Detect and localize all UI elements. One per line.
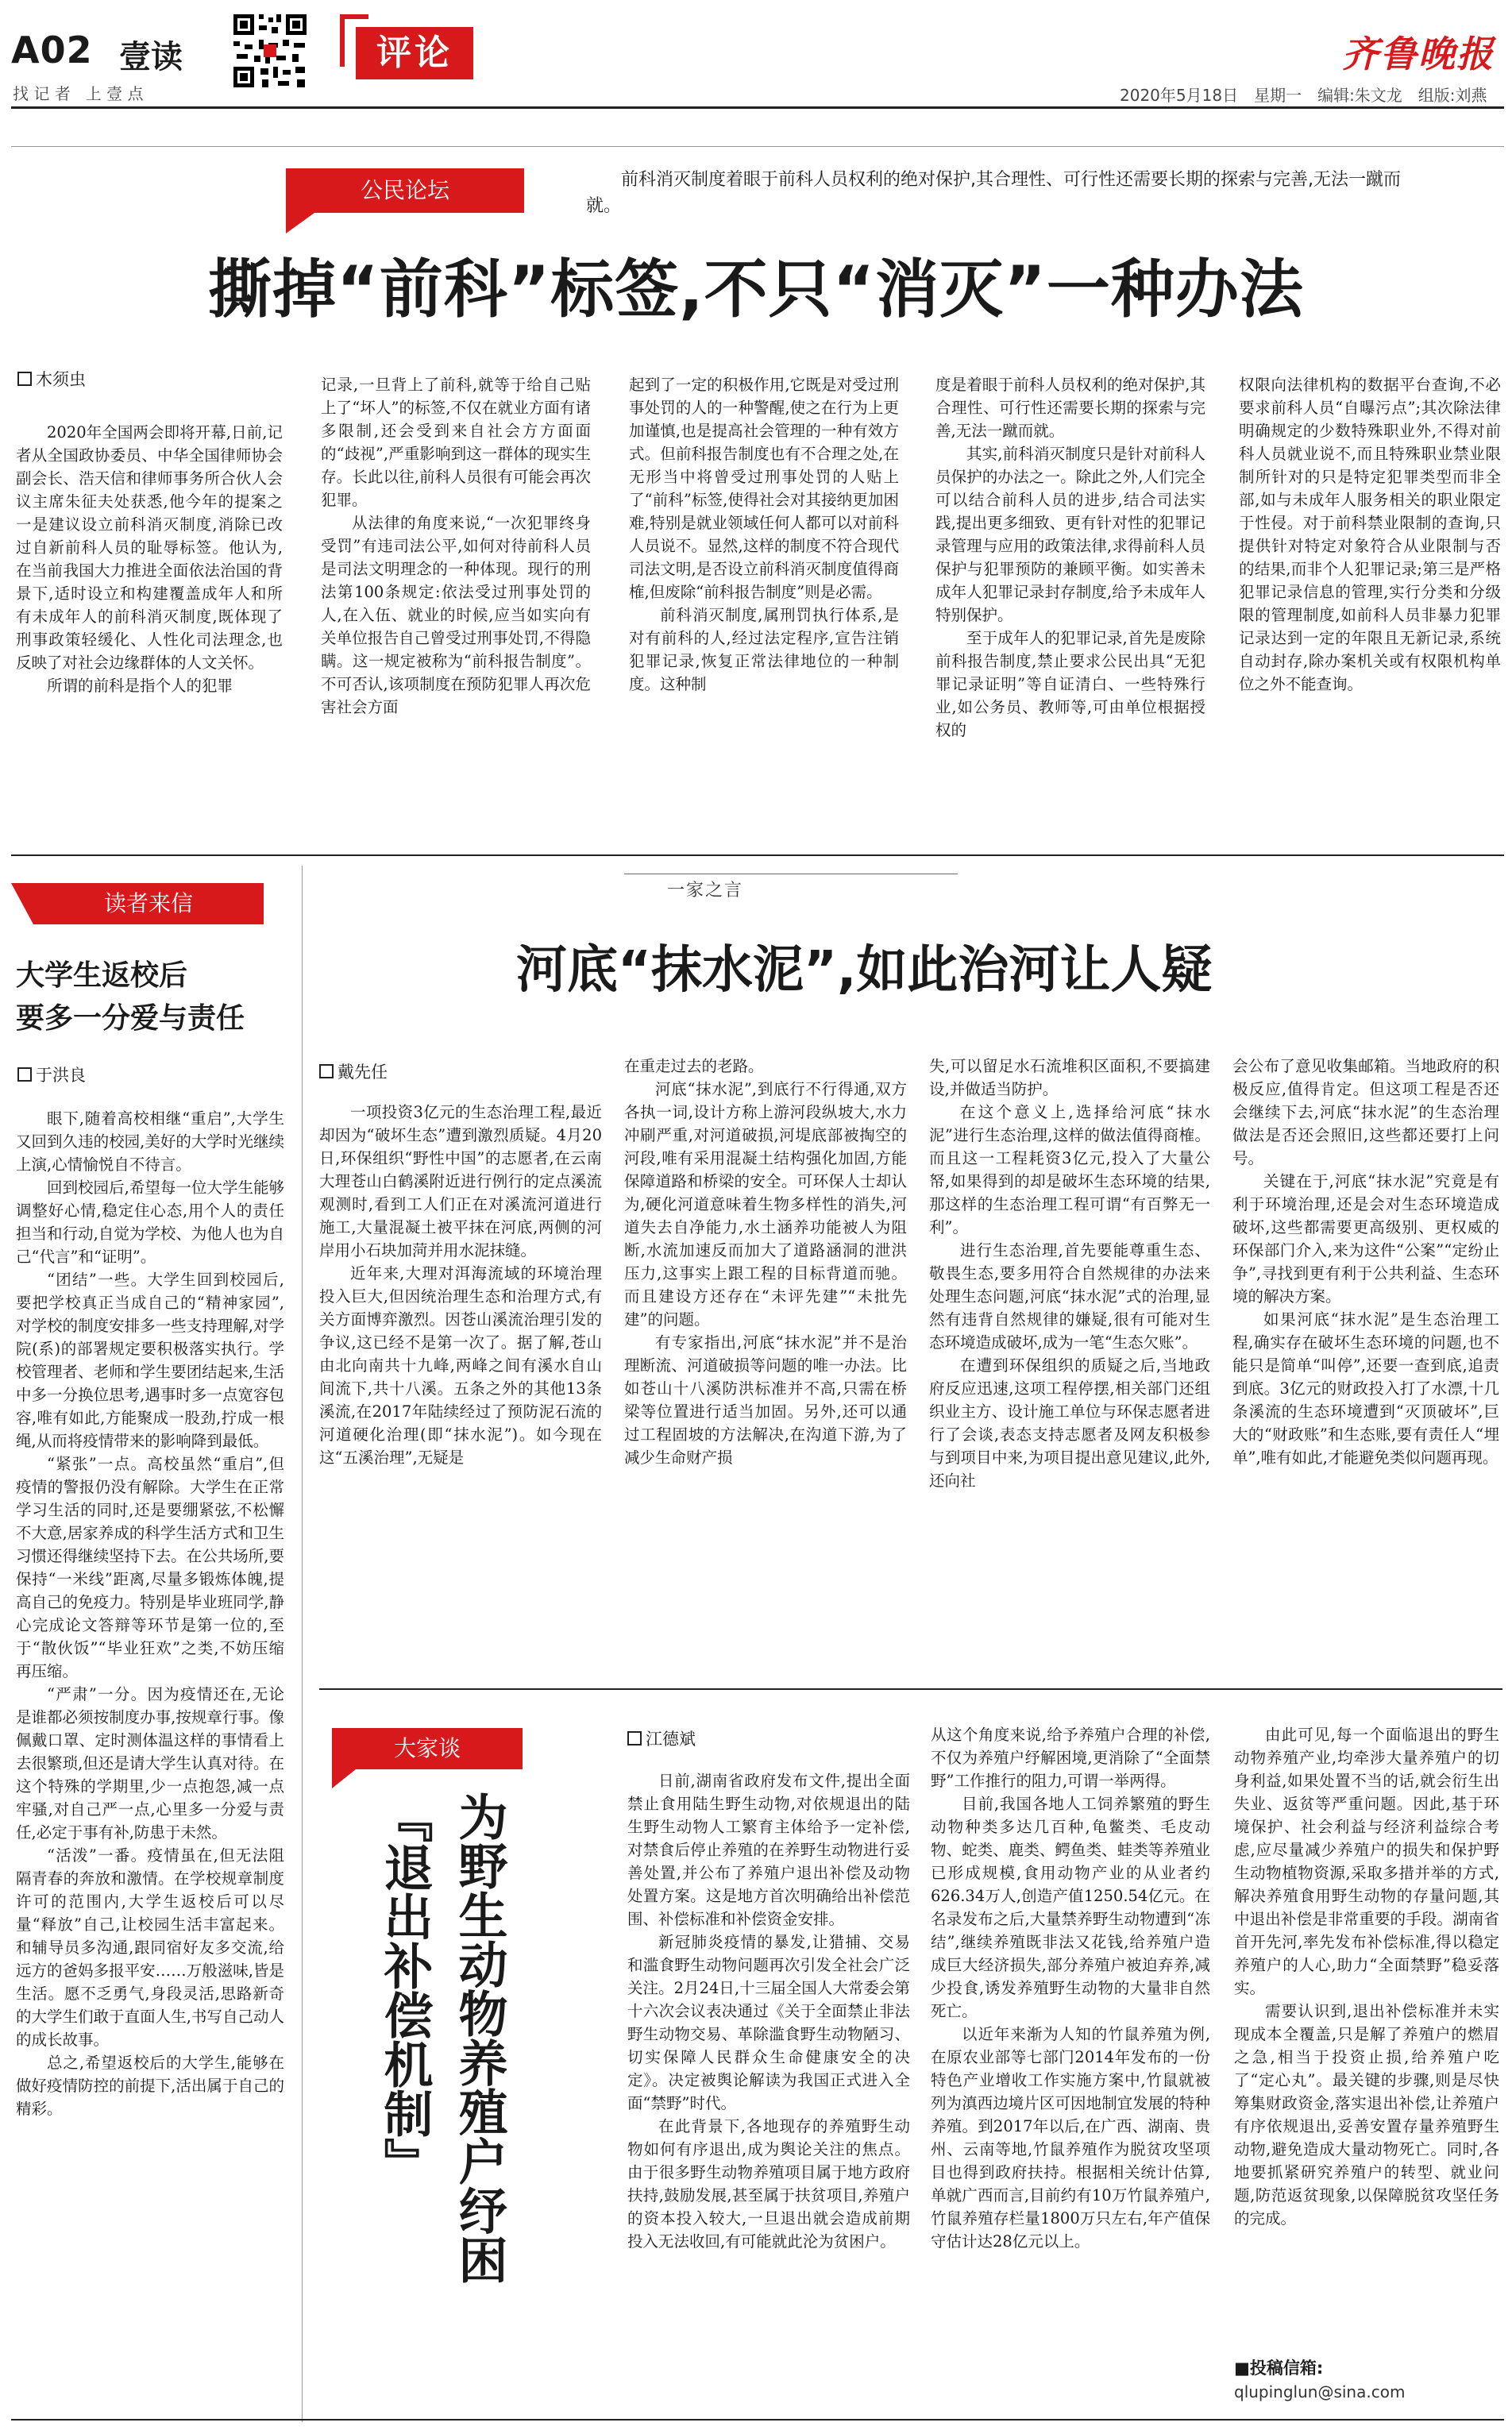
article4-title-line1: 为野生动物养殖户纾困 [450, 1792, 508, 2284]
article3-col4: 会公布了意见收集邮箱。当地政府的积极反应,值得肯定。但这项工程是否还会继续下去,河底“抹水泥”的生态治理做法是否还会照旧,这些都还要打上问号。 关键在于,河底“抹水泥”究竟是有利于环境治理,还是会对生态环境造成破坏,这些都需要更高级别、更权威的环保部门介入,来为这件“公案”“定纷止争”,寻找到更有利于公共利益、生态环境的解决方案。 如果河底“抹水泥”是生态治理工程,确实存在破坏生态环境的问题,也不能只是简单“叫停”,还要一查到底,追责到底。3亿元的财政投入打了水漂,十几条溪流的生态环境遭到“灭顶破坏”,巨大的“财政账”和生态账,要有责任人“埋单”,唯有如此,才能避免类似问题再现。 [1232, 1057, 1499, 1467]
article4-col3: 由此可见,每一个面临退出的野生动物养殖产业,均牵涉大量养殖户的切身利益,如果处置不当的话,就会衍生出失业、返贫等严重问题。因此,基于环境保护、社会利益与经济利益综合考虑,应尽量减少养殖户的损失和保护野生动物植物资源,采取多措并举的方式,解决养殖食用野生动物的存量问题,其中退出补偿是非常重要的手段。湖南省首开先河,率先发布补偿标准,得以稳定养殖户的人心,助力“全面禁野”稳妥落实。 需要认识到,退出补偿标准并未实现成本全覆盖,只是解了养殖户的燃眉之急,相当于投资止损,给养殖户吃了“定心丸”。最关键的步骤,则是尽快筹集财政资金,落实退出补偿,让养殖户有序依规退出,妥善安置存量养殖野生动物,避免造成大量动物死亡。同时,各地要抓紧研究养殖户的转型、就业问题,防范返贫现象,以保障脱贫攻坚任务的完成。 [1234, 1726, 1499, 2228]
article1-lead: 前科消灭制度着眼于前科人员权利的绝对保护,其合理性、可行性还需要长期的探索与完善,无法一蹴而就。 [586, 170, 1401, 216]
newspaper-logo: 齐鲁晚报 [1342, 33, 1495, 75]
page-name: 壹读 [119, 39, 183, 75]
article2-title-line2: 要多一分爱与责任 [16, 1002, 245, 1035]
article3-author: 戴先任 [319, 1059, 388, 1083]
article2-title-line1: 大学生返校后 [16, 959, 188, 992]
slogan: 找 记 者 上 壹 点 [13, 84, 144, 103]
article1-col1: 2020年全国两会即将开幕,日前,记者从全国政协委员、中华全国律师协会副会长、浩天信和律师事务所合伙人会议主席朱征夫处获悉,他今年的提案之一是建议设立前科消灭制度,消除已改过自新前科人员的耻辱标签。他认为,在当前我国大力推进全面依法治国的背景下,适时设立和构建覆盖成年人和所有未成年人的前科消灭制度,既体现了刑事政策轻缓化、人性化司法理念,也反映了对社会边缘群体的人文关怀。 所谓的前科是指个人的犯罪 [16, 423, 283, 695]
article1-col3: 起到了一定的积极作用,它既是对受过刑事处罚的人的一种警醒,使之在行为上更加谨慎,也是提高社会管理的一种有效方式。但前科报告制度也有不合理之处,在无形当中将曾受过刑事处罚的人贴上了“前科”标签,使得社会对其接纳更加困难,特别是就业领域任何人都可以对前科人员说不。显然,这样的制度不符合现代司法文明,是否设立前科消灭制度值得商榷,但废除“前科报告制度”则是必需。 前科消灭制度,属刑罚执行体系,是对有前科的人,经过法定程序,宣告注销犯罪记录,恢复正常法律地位的一种制度。这种制 [629, 376, 899, 693]
masthead-rule-thin [11, 146, 1504, 147]
article1-col4: 度是着眼于前科人员权利的绝对保护,其合理性、可行性还需要长期的探索与完善,无法一蹴而就。 其实,前科消灭制度只是针对前科人员保护的办法之一。除此之外,人们完全可以结合前科人员的进步,结合司法实践,提出更多细致、更有针对性的犯罪记录管理与应用的政策法律,求得前科人员保护与犯罪预防的兼顾平衡。如实善未成年人犯罪记录封存制度,给予未成年人特别保护。 至于成年人的犯罪记录,首先是废除前科报告制度,禁止要求公民出具“无犯罪记录证明”等自证清白、一些特殊行业,如公务员、教师等,可由单位根据授权的 [935, 376, 1205, 739]
article1-author: 木须虫 [17, 367, 86, 391]
contact-email[interactable]: qlupinglun@sina.com [1234, 2382, 1406, 2401]
article4-author: 江德斌 [627, 1726, 696, 1750]
qr-code-icon [230, 11, 310, 91]
tag-tail-2 [11, 883, 33, 924]
article3-bottom-rule [319, 1688, 1502, 1690]
contact-label: ■投稿信箱: [1234, 2359, 1324, 2378]
article3-title: 河底“抹水泥”,如此治河让人疑 [516, 941, 1213, 1000]
article4-col1: 日前,湖南省政府发布文件,提出全面禁止食用陆生野生动物,对依规退出的陆生野生动物人工繁育主体给予一定补偿,对禁食后停止养殖的在养野生动物进行妥善处置,并公布了养殖户退出补偿及动物处置方案。这是地方首次明确给出补偿范围、补偿标准和补偿资金安排。 新冠肺炎疫情的暴发,让猎捕、交易和滥食野生动物问题再次引发全社会广泛关注。2月24日,十三届全国人大常委会第十六次会议表决通过《关于全面禁止非法野生动物交易、革除滥食野生动物陋习、切实保障人民群众生命健康安全的决定》。决定被舆论解读为我国正式进入全面“禁野”时代。 在此背景下,各地现存的养殖野生动物如何有序退出,成为舆论关注的焦点。由于很多野生动物养殖项目属于地方政府扶持,鼓励发展,甚至属于扶贫项目,养殖户的资本投入较大,一旦退出就会造成前期投入无法收回,有可能就此沦为贫困户。 [627, 1772, 910, 2251]
date-line: 2020年5月18日 星期一 编辑:朱文龙 组版:刘燕 [1120, 86, 1487, 105]
article1-bottom-rule [11, 854, 1504, 856]
tag-citizen-forum: 公民论坛 [286, 168, 524, 213]
article1-col5: 权限向法律机构的数据平台查询,不必要求前科人员“自曝污点”;其次除法律明确规定的少数特殊职业外,不得对前科人员就业说不,而且特殊职业禁业限制所针对的只是特定犯罪类型而非全部,如与未成年人服务相关的职业限定于性侵。对于前科禁业限制的查询,只提供针对特定对象符合从业限制与否的结果,而非个人犯罪记录;第三是严格犯罪记录信息的管理,实行分类和分级限的管理制度,如前科人员非暴力犯罪记录达到一定的年限且无新记录,系统自动封存,除办案机关或有权限机构单位之外不能查询。 [1239, 376, 1501, 693]
article3-col3: 失,可以留足水石流堆积区面积,不要搞建设,并做适当防护。 在这个意义上,选择给河底“抹水泥”进行生态治理,这样的做法值得商榷。而且这一工程耗资3亿元,投入了大量公帑,如果得到的却是破坏生态环境的结果,那这样的生态治理工程可谓“有百弊无一利”。 进行生态治理,首先要能尊重生态、敬畏生态,要多用符合自然规律的办法来处理生态问题,河底“抹水泥”式的治理,显然有违背自然规律的嫌疑,很有可能对生态环境造成破坏,成为一笔“生态欠账”。 在遭到环保组织的质疑之后,当地政府反应迅速,这项工程停摆,相关部门还组织业主方、设计施工单位与环保志愿者进行了会谈,表态支持志愿者及网友积极参与到项目中来,为项目提出意见建议,此外,还向社 [929, 1057, 1210, 1490]
article3-label: 一家之言 [667, 881, 744, 901]
page-bottom-rule [11, 2419, 1504, 2420]
page-code: A02 [11, 29, 93, 71]
left-column-divider [302, 866, 303, 2422]
article1-col2: 记录,一旦背上了前科,就等于给自己贴上了“坏人”的标签,不仅在就业方面有诸多限制,还会受到来自社会方方面面的“歧视”,严重影响到这一群体的现实生存。长此以往,前科人员很有可能会再次犯罪。 从法律的角度来说,“一次犯罪终身受罚”有违司法公平,如何对待前科人员是司法文明理念的一种体现。现行的刑法第100条规定:依法受过刑事处罚的人,在入伍、就业的时候,应当如实向有关单位报告自己曾受过刑事处罚,不得隐瞒。这一规定被称为“前科报告制度”。不可否认,该项制度在预防犯罪人再次危害社会方面 [321, 376, 591, 716]
article3-col1: 一项投资3亿元的生态治理工程,最近却因为“破坏生态”遭到激烈质疑。4月20日,环保组织“野性中国”的志愿者,在云南大理苍山白鹤溪附近进行例行的定点溪流观测时,看到工人们正在对溪流河道进行施工,大量混凝土被平抹在河底,两侧的河岸用小石块加菏并用水泥抹缝。 近年来,大理对洱海流域的环境治理投入巨大,但因统治理生态和治理方式,有关方面博弈激烈。因苍山溪流治理引发的争议,这已经不是第一次了。据了解,苍山由北向南共十九峰,两峰之间有溪水自山间流下,共十八溪。五条之外的其他13条溪流,在2017年陆续经过了预防泥石流的河道硬化治理(即“抹水泥”)。如今现在这“五溪治理”,无疑是 [319, 1103, 602, 1467]
article4-title-line2: 『退出补偿机制』 [376, 1793, 434, 2187]
article2-body: 眼下,随着高校相继“重启”,大学生又回到久违的校园,美好的大学时光继续上演,心情愉悦自不待言。 回到校园后,希望每一位大学生能够调整好心情,稳定住心态,用个人的责任担当和行动,自觉为学校、为他人也为自己“代言”和“证明”。 “团结”一些。大学生回到校园后,要把学校真正当成自己的“精神家园”,对学校的制度安排多一些支持理解,对学院(系)的部署规定要积极落实执行。学校管理者、老师和学生要团结起来,生活中多一分换位思考,遇事时多一点宽容包容,唯有如此,方能聚成一股劲,拧成一根绳,从而将疫情带来的影响降到最低。 “紧张”一点。高校虽然“重启”,但疫情的警报仍没有解除。大学生在正常学习生活的同时,还是要绷紧弦,不松懈不大意,居家养成的科学生活方式和卫生习惯还得继续坚持下去。在公共场所,要保持“一米线”距离,尽量多锻炼体魄,提高自己的免疫力。特别是毕业班同学,静心完成论文答辩等环节是第一位的,至于“散伙饭”“毕业狂欢”之类,不妨压缩再压缩。 “严肃”一分。因为疫情还在,无论是谁都必须按制度办事,按规章行事。像佩戴口罩、定时测体温这样的事情看上去很繁琐,但还是请大学生认真对待。在这个特殊的学期里,少一点抱怨,减一点牢骚,对自己严一点,心里多一分爱与责任,必定于事有补,防患于未然。 “活泼”一番。疫情虽在,但无法阻隔青春的奔放和激情。在学校规章制度许可的范围内,大学生返校后可以尽量“释放”自己,让校园生活丰富起来。和辅导员多沟通,跟同宿好友多交流,给远方的爸妈多报平安……万般滋味,皆是生活。愿不乏勇气,身段灵活,思路新奇的大学生们敢于直面人生,书写自己动人的成长故事。 总之,希望返校后的大学生,能够在做好疫情防控的前提下,活出属于自己的精彩。 [16, 1109, 284, 2118]
tag-tail-4 [332, 1769, 356, 1788]
tag-readers-letter: 读者来信 [33, 883, 264, 924]
article2-author: 于洪良 [17, 1063, 86, 1086]
tag-tail [286, 213, 314, 233]
article3-col2: 在重走过去的老路。 河底“抹水泥”,到底行不行得通,双方各执一词,设计方称上游河段纵坡大,水力冲刷严重,对河道破损,河堤底部被掏空的河段,唯有采用混凝土结构强化加固,方能保障道路和桥梁的安全。可环保人士却认为,硬化河道意味着生物多样性的消失,河道失去自净能力,水土涵养功能被人为阻断,水流加速反而加大了道路涵洞的泄洪压力,这事实上跟工程的目标背道而驰。而且建设方还存在“未评先建”“未批先建”的问题。 有专家指出,河底“抹水泥”并不是治理断流、河道破损等问题的唯一办法。比如苍山十八溪防洪标准并不高,只需在桥梁等位置进行适当加固。另外,还可以通过工程固坡的方法解决,在沟道下游,为了减少生命财产损 [624, 1057, 907, 1467]
section-title: 评论 [356, 27, 473, 79]
article4-col2: 从这个角度来说,给予养殖户合理的补偿,不仅为养殖户纾解困境,更消除了“全面禁野”工作推行的阻力,可谓一举两得。 目前,我国各地人工饲养繁殖的野生动物种类多达几百种,龟鳖类、毛皮动物、蛇类、鹿类、鳄鱼类、蛙类等养殖业已形成规模,食用动物产业的从业者约626.34万人,创造产值1250.54亿元。在名录发布之后,大量禁养野生动物遭到“冻结”,继续养殖既非法又花钱,给养殖户造成巨大经济损失,部分养殖户被迫弃养,减少投食,诱发养殖野生动物的大量非自然死亡。 以近年来渐为人知的竹鼠养殖为例,在原农业部等七部门2014年发布的一份特色产业增收工作实施方案中,竹鼠就被列为滇西边境片区可因地制宜发展的特种养殖。到2017年以后,在广西、湖南、贵州、云南等地,竹鼠养殖作为脱贫攻坚项目也得到政府扶持。根据相关统计估算,单就广西而言,目前约有10万竹鼠养殖户,竹鼠养殖存栏量1800万只左右,年产值保守估计达28亿元以上。 [931, 1726, 1210, 2251]
masthead-rule [11, 106, 1504, 109]
article1-title: 撕掉“前科”标签,不只“消灭”一种办法 [208, 253, 1304, 326]
tag-discussion: 大家谈 [332, 1728, 523, 1769]
